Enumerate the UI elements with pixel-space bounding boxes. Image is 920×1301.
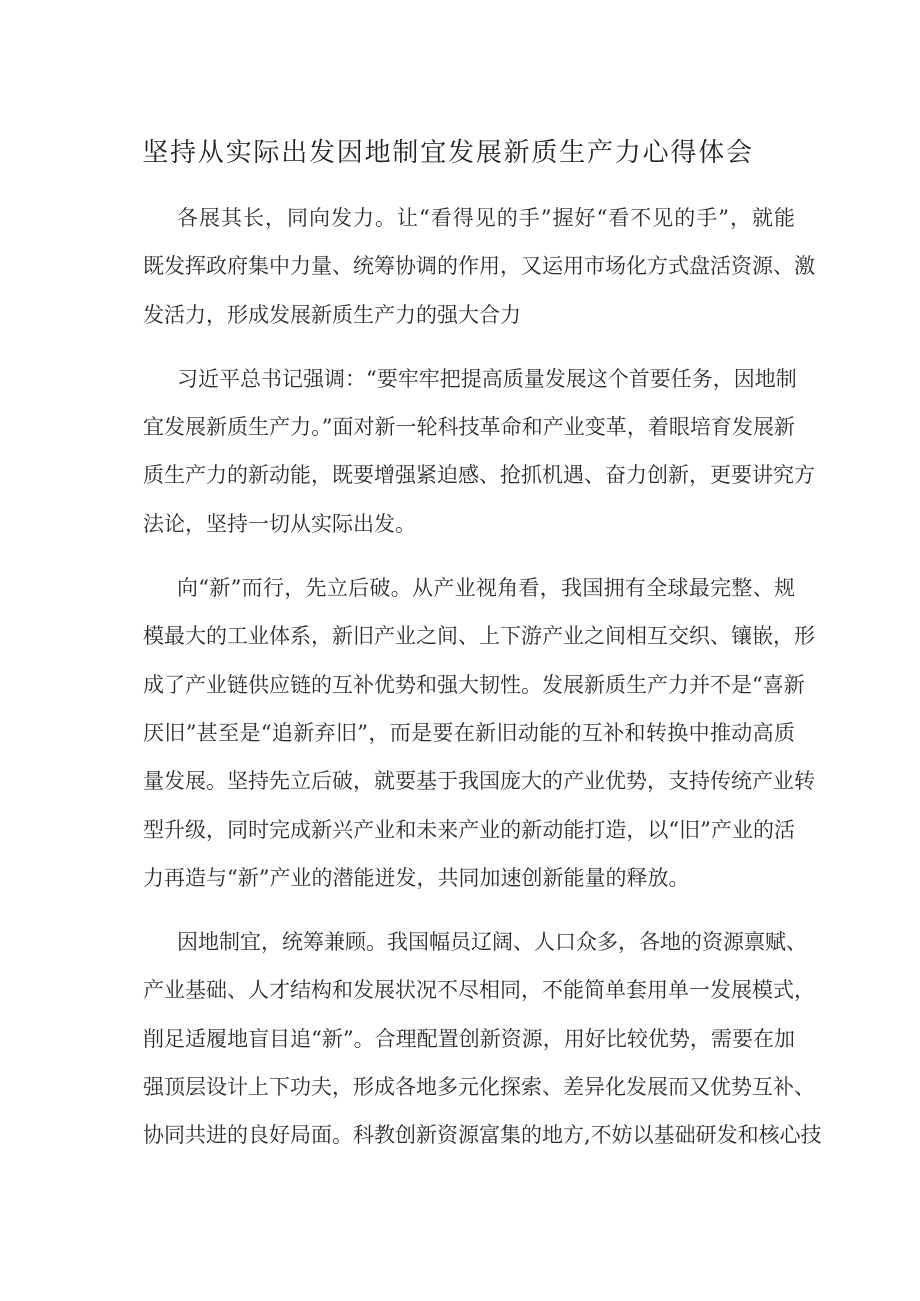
paragraph-1	[143, 194, 815, 339]
text-line: 量发展。坚持先立后破，就要基于我国庞大的产业优势，支持传统产业转	[143, 769, 815, 794]
text-line: 发活力，形成发展新质生产力的强大合力	[143, 302, 521, 327]
text-line: 厌旧”甚至是“追新弃旧”，而是要在新旧动能的互补和转换中推动高质	[143, 720, 795, 745]
text-line: 各展其长，同向发力。让“看得见的手”握好“看不见的手”，就能	[177, 206, 795, 230]
text-line: 习近平总书记强调：“要牢牢把提高质量发展这个首要任务，因地制	[177, 366, 797, 391]
text-line: 因地制宜，统筹兼顾。我国幅员辽阔、人口众多，各地的资源禀赋、	[177, 930, 807, 955]
text-line: 既发挥政府集中力量、统筹协调的作用，又运用市场化方式盘活资源、激	[143, 254, 815, 279]
text-line: 型升级，同时完成新兴产业和未来产业的新动能打造，以“旧”产业的活	[143, 817, 795, 842]
text-line: 宜发展新质生产力。”面对新一轮科技革命和产业变革，着眼培育发展新	[143, 415, 795, 440]
text-line: 产业基础、人才结构和发展状况不尽相同，不能简单套用单一发展模式，	[143, 978, 815, 1003]
text-line: 力再造与“新”产业的潜能迸发，共同加速创新能量的释放。	[143, 865, 690, 890]
text-line: 质生产力的新动能，既要增强紧迫感、抢抓机遇、奋力创新，更要讲究方	[143, 463, 815, 488]
paragraph-2	[143, 355, 815, 548]
paragraph-3	[143, 564, 815, 902]
text-line: 削足适履地盲目追“新”。合理配置创新资源，用好比较优势，需要在加	[143, 1026, 795, 1051]
document-title: 坚持从实际出发因地制宜发展新质生产力心得体会	[142, 138, 754, 168]
paragraph-4	[143, 918, 822, 1159]
text-line: 成了产业链供应链的互补优势和强大韧性。发展新质生产力并不是“喜新	[143, 672, 805, 697]
text-line: 向“新”而行，先立后破。从产业视角看，我国拥有全球最完整、规	[177, 576, 795, 601]
text-line: 协同共进的良好局面。科教创新资源富集的地方,不妨以基础研发和核心技	[143, 1123, 822, 1148]
document-body	[143, 194, 822, 1176]
text-line: 法论，坚持一切从实际出发。	[143, 511, 416, 536]
text-line: 模最大的工业体系，新旧产业之间、上下游产业之间相互交织、镶嵌，形	[143, 624, 815, 649]
text-line: 强顶层设计上下功夫，形成各地多元化探索、差异化发展而又优势互补、	[143, 1075, 815, 1100]
